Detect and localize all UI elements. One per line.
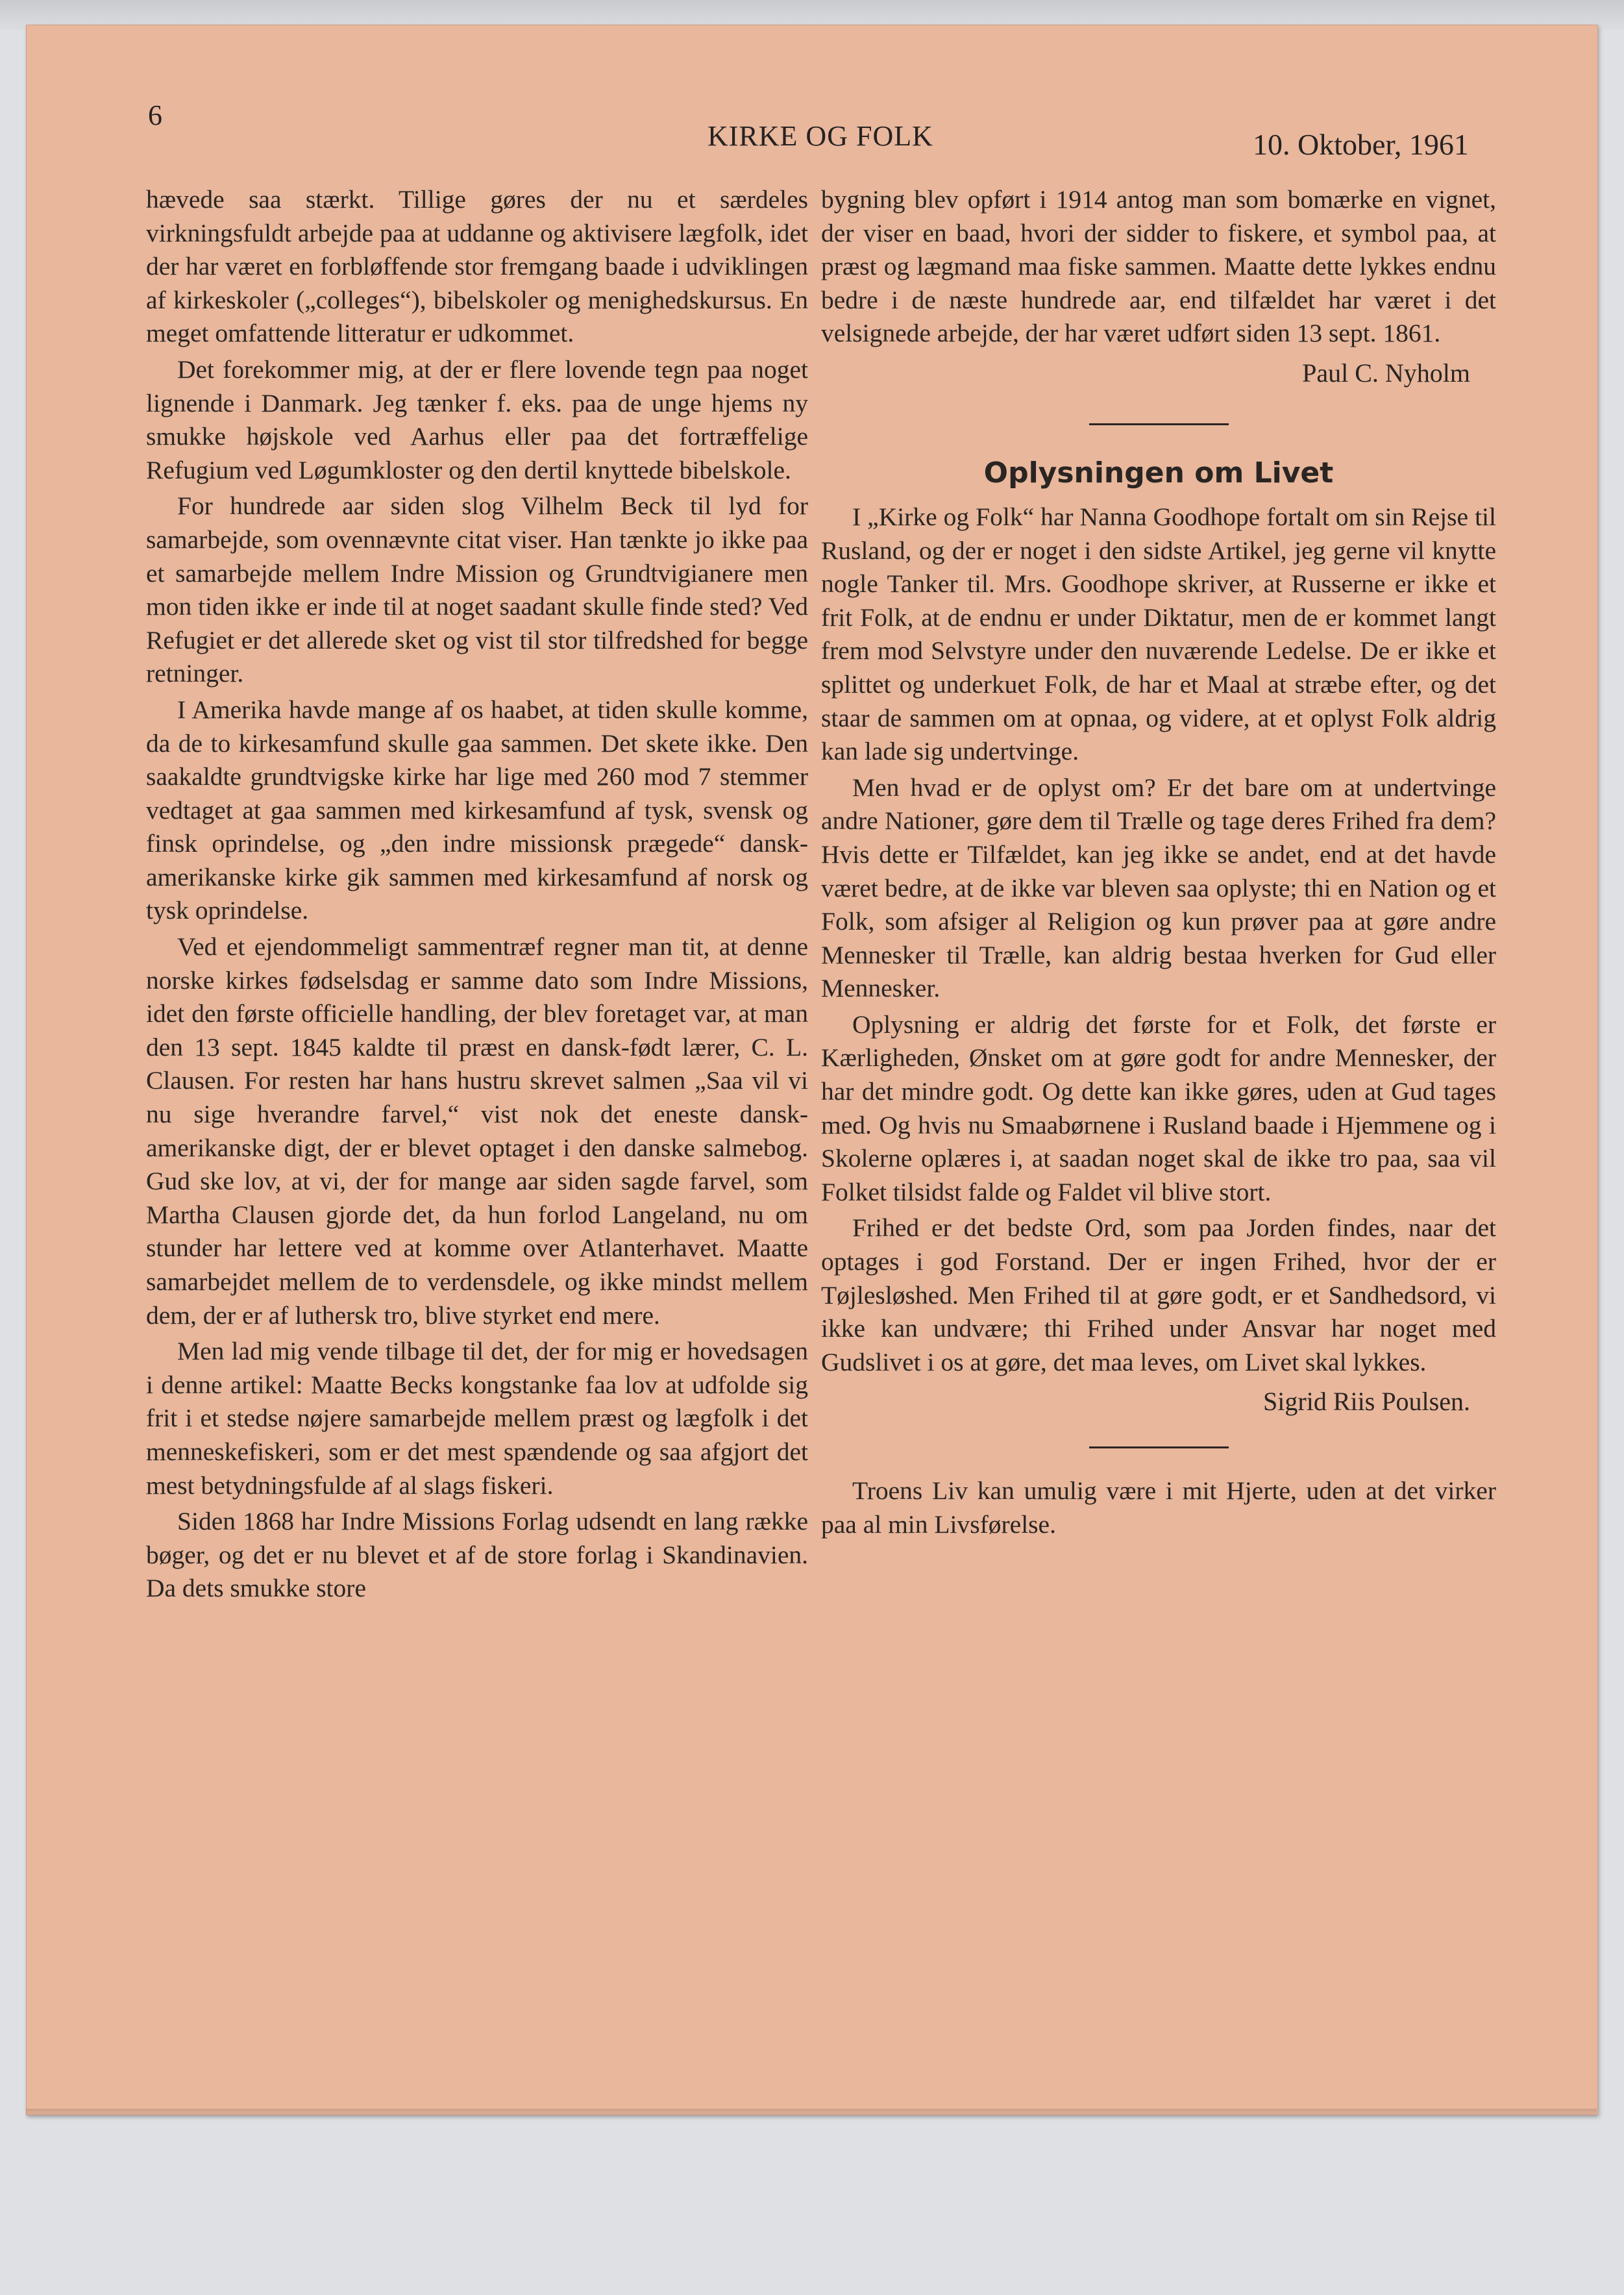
paragraph: Men hvad er de oplyst om? Er det bare om at undertvinge andre Nationer, gøre dem til Trælle og tage deres Frihed fra dem? Hvis dette er Tilfældet, kan jeg ikke se andet, end at det havde været bedre, at de ikke var bleven saa oplyste; thi en Nation og et Folk, som afsiger al Religion og kun prøver paa at gøre andre Mennesker til Trælle, kan aldrig bestaa hverken for Gud eller Mennesker. bbox=[821, 773, 1496, 1003]
section-divider bbox=[1089, 1446, 1229, 1448]
publication-title: KIRKE OG FOLK bbox=[707, 120, 933, 152]
paragraph-continuation: bygning blev opført i 1914 antog man som bomærke en vignet, der viser en baad, hvori der sidder to fiskere, et symbol paa, at præst og lægmand maa fiske sammen. Maatte dette lykkes endnu bedre i de næste hundrede aar, end tilfældet har været i det velsignede arbejde, der har været udført siden 13 sept. 1861. bbox=[821, 185, 1496, 348]
issue-date: 10. Oktober, 1961 bbox=[1253, 128, 1469, 161]
closing-quote: Troens Liv kan umulig være i mit Hjerte, uden at det virker paa al min Livsførelse. bbox=[821, 1476, 1496, 1539]
paragraph: Siden 1868 har Indre Missions Forlag udsendt en lang række bøger, og det er nu blevet et af de store forlag i Skandinavien. Da dets smukke store bbox=[146, 1507, 808, 1603]
right-column bbox=[821, 183, 1496, 1542]
left-column bbox=[146, 183, 808, 1606]
paragraph: For hundrede aar siden slog Vilhelm Beck til lyd for samarbejde, som ovennævnte citat viser. Han tænkte jo ikke paa et samarbejde mellem Indre Mission og Grundtvigianere men mon tiden ikke er inde til at noget saadant skulle finde sted? Ved Refugiet er det allerede sket og vist til stor tilfredshed for begge retninger. bbox=[146, 491, 808, 688]
paragraph: Men lad mig vende tilbage til det, der for mig er hovedsagen i denne artikel: Maatte Becks kongstanke faa lov at udfolde sig frit i et stedse nøjere samarbejde mellem præst og lægfolk i det menneskefiskeri, som er det mest spændende og saa afgjort det mest betydningsfulde af al slags fiskeri. bbox=[146, 1337, 808, 1500]
article-title: Oplysningen om Livet bbox=[983, 456, 1334, 490]
section-divider bbox=[1089, 423, 1229, 425]
paragraph: hævede saa stærkt. Tillige gøres der nu et særdeles virkningsfuldt arbejde paa at uddanne og aktivisere lægfolk, idet der har været en forbløffende stor fremgang baade i udviklingen af kirkeskoler („colleges“), bibelskoler og menighedskursus. En meget omfattende litteratur er udkommet. bbox=[146, 185, 808, 348]
page-number: 6 bbox=[148, 99, 162, 131]
paragraph: Oplysning er aldrig det første for et Folk, det første er Kærligheden, Ønsket om at gøre godt for andre Mennesker, der har det mindre godt. Og dette kan ikke gøres, uden at Gud tages med. Og hvis nu Smaabørnene i Rusland baade i Hjemmene og i Skolerne oplæres i, at saadan noget skal de ikke tro paa, saa vil Folket tilsidst falde og Faldet vil blive stort. bbox=[821, 1010, 1496, 1206]
paragraph: Frihed er det bedste Ord, som paa Jorden findes, naar det optages i god Forstand. Der er ingen Frihed, hvor der er Tøjlesløshed. Men Frihed til at gøre godt, er et Sandhedsord, vi ikke kan undvære; thi Frihed under Ansvar har noget med Gudslivet i os at gøre, det maa leves, om Livet skal lykkes. bbox=[821, 1213, 1496, 1376]
page-shadow bbox=[26, 2109, 1597, 2119]
paragraph: Det forekommer mig, at der er flere lovende tegn paa noget lignende i Danmark. Jeg tænker f. eks. paa de unge hjems ny smukke højskole ved Aarhus eller paa det fortræffelige Refugium ved Løgumkloster og den dertil knyttede bibelskole. bbox=[146, 354, 808, 484]
author-signature: Sigrid Riis Poulsen. bbox=[1263, 1387, 1470, 1417]
paragraph: I „Kirke og Folk“ har Nanna Goodhope fortalt om sin Rejse til Rusland, og der er noget i den sidste Artikel, jeg gerne vil knytte nogle Tanker til. Mrs. Goodhope skriver, at Russerne er ikke et frit Folk, at de endnu er under Diktatur, men de er kommet langt frem mod Selvstyre under den nuværende Ledelse. De er ikke et splittet og underkuet Folk, de har et Maal at stræbe efter, og det staar de sammen om at opnaa, og videre, at et oplyst Folk aldrig kan lade sig undertvinge. bbox=[821, 502, 1496, 766]
author-signature: Paul C. Nyholm bbox=[1302, 358, 1470, 388]
paragraph: I Amerika havde mange af os haabet, at tiden skulle komme, da de to kirkesamfund skulle gaa sammen. Det skete ikke. Den saakaldte grundtvigske kirke har lige med 260 mod 7 stemmer vedtaget at gaa sammen med kirkesamfund af tysk, svensk og finsk oprindelse, og „den indre missionsk prægede“ dansk-amerikanske kirke gik sammen med kirkesamfund af norsk og tysk oprindelse. bbox=[146, 695, 808, 925]
paragraph: Ved et ejendommeligt sammentræf regner man tit, at denne norske kirkes fødselsdag er samme dato som Indre Missions, idet den første officielle handling, der blev foretaget var, at man den 13 sept. 1845 kaldte til præst en dansk-født lærer, C. L. Clausen. For resten har hans hustru skrevet salmen „Saa vil vi nu sige hverandre farvel,“ vist nok det eneste dansk-amerikanske digt, der er blevet optaget i den danske salmebog. Gud ske lov, at vi, der for mange aar siden sagde farvel, som Martha Clausen gjorde det, da hun forlod Langeland, nu om stunder har lettere ved at komme over Atlanterhavet. Maatte samarbejdet mellem de to verdensdele, og ikke mindst mellem dem, der er af luthersk tro, blive styrket end mere. bbox=[146, 932, 808, 1330]
